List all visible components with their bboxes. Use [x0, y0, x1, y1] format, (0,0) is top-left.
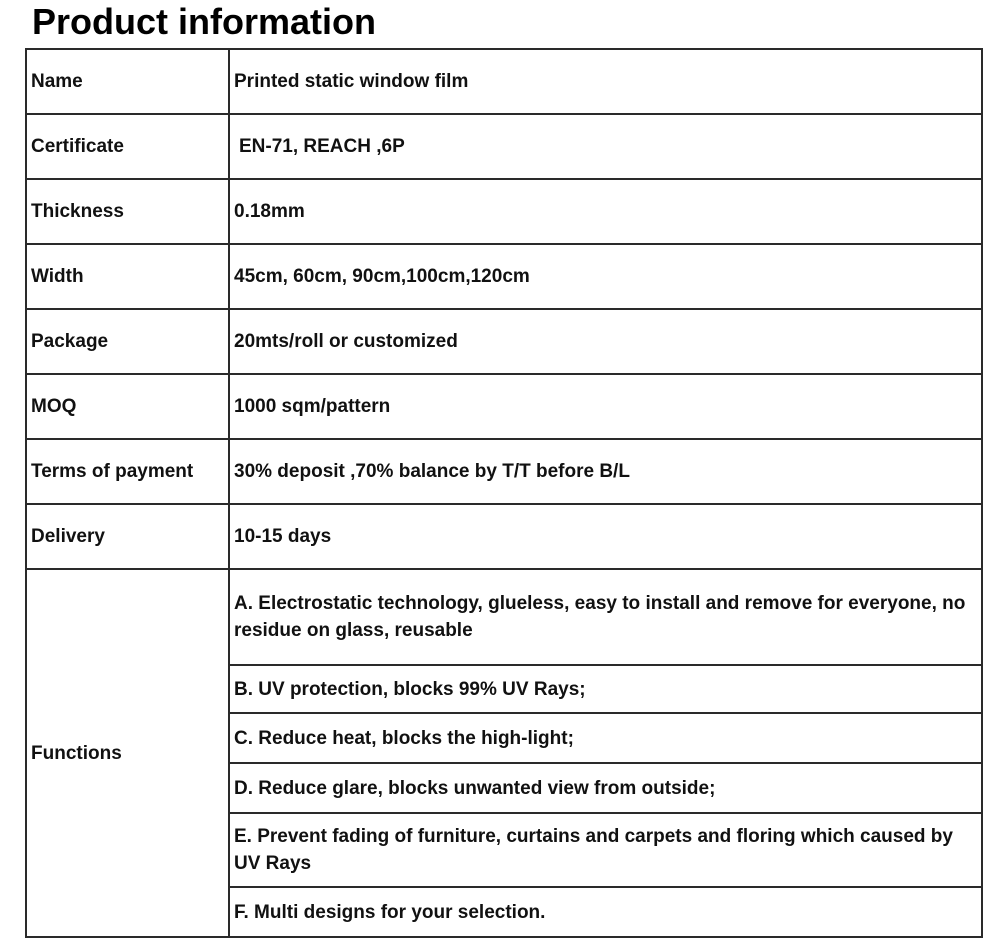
- row-label: MOQ: [26, 374, 229, 439]
- row-value: 0.18mm: [229, 179, 982, 244]
- row-value: 20mts/roll or customized: [229, 309, 982, 374]
- table-row-moq: [26, 374, 982, 439]
- table-row-delivery: [26, 504, 982, 569]
- row-label-functions: Functions: [26, 569, 229, 937]
- row-value: 45cm, 60cm, 90cm,100cm,120cm: [229, 244, 982, 309]
- table-row-name: [26, 49, 982, 114]
- row-value: 30% deposit ,70% balance by T/T before B/L: [229, 439, 982, 504]
- row-label: Terms of payment: [26, 439, 229, 504]
- function-item: D. Reduce glare, blocks unwanted view from outside;: [229, 763, 982, 813]
- function-item: C. Reduce heat, blocks the high-light;: [229, 713, 982, 763]
- table-row-package: [26, 309, 982, 374]
- row-label: Name: [26, 49, 229, 114]
- table-row-thickness: [26, 179, 982, 244]
- table-row-terms-of-payment: [26, 439, 982, 504]
- row-label: Certificate: [26, 114, 229, 179]
- row-label: Delivery: [26, 504, 229, 569]
- function-item: E. Prevent fading of furniture, curtains and carpets and floring which caused by UV Rays: [229, 813, 982, 887]
- row-label: Thickness: [26, 179, 229, 244]
- row-label: Width: [26, 244, 229, 309]
- function-item: F. Multi designs for your selection.: [229, 887, 982, 937]
- page-title: Product information: [32, 1, 376, 42]
- table-row-certificate: [26, 114, 982, 179]
- table-row-width: [26, 244, 982, 309]
- row-label: Package: [26, 309, 229, 374]
- row-value: EN-71, REACH ,6P: [229, 114, 982, 179]
- row-value: 1000 sqm/pattern: [229, 374, 982, 439]
- row-value: Printed static window film: [229, 49, 982, 114]
- product-info-table: [25, 48, 983, 938]
- function-item: B. UV protection, blocks 99% UV Rays;: [229, 665, 982, 713]
- function-item: A. Electrostatic technology, glueless, easy to install and remove for everyone, no residue on glass, reusable: [229, 569, 982, 665]
- row-value: 10-15 days: [229, 504, 982, 569]
- table-row-functions-a: [26, 569, 982, 665]
